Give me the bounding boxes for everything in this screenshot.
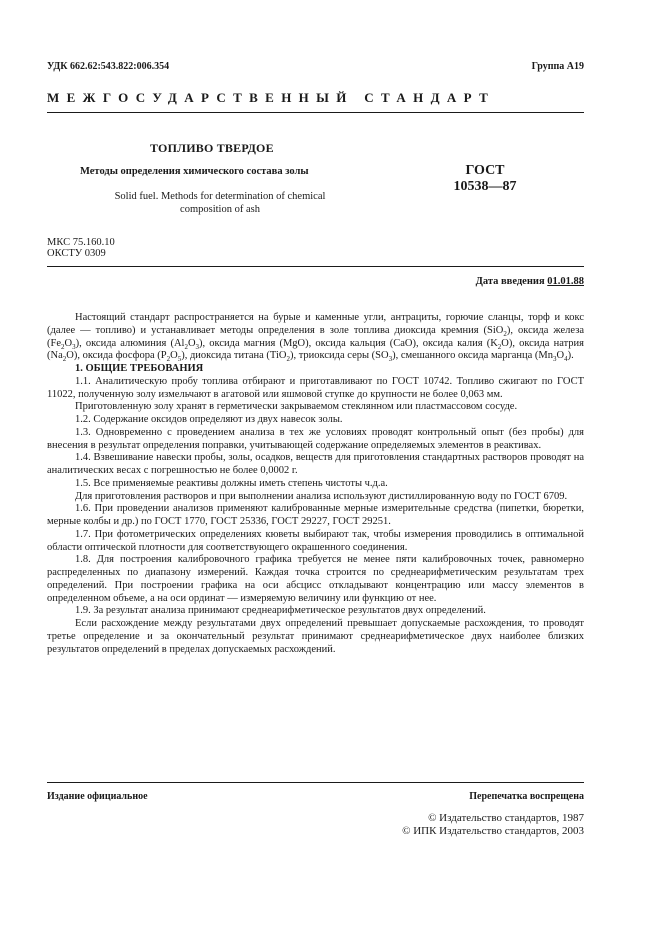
reprint-prohibited-label: Перепечатка воспрещена — [469, 791, 584, 802]
paragraph: 1.4. Взвешивание навески пробы, золы, осадков, веществ для приготовления стандартных растворов проводят на аналитических весах с погрешностью не более 0,0002 г. — [47, 452, 584, 476]
paragraph: 1.7. При фотометрических определениях кюветы выбирают так, чтобы измерения проводились в оптимальной области оптической плотности для соответствующего окрашенного соединения. — [47, 528, 584, 553]
header-divider — [47, 112, 584, 113]
codes-divider — [47, 266, 584, 267]
mks-code: МКС 75.160.10 — [47, 237, 115, 248]
intro-paragraph: Настоящий стандарт распространяется на бурые и каменные угли, антрациты, горючие сланцы, торф и кокс (далее — топливо) и устанавливает методы определения в золе топлива диоксида кремния (SiO$_2$), оксида железа $(Fe_2O_3)$, оксида алюминия $(Al_2O_3)$, оксида магния (MgO), оксида кальция (CaO), оксида калия $(K_2O)$, оксида натрия $(Na_2O)$, оксида фосфора $(P_2O_5)$, диоксида титана (TiO$_2$), триоксида серы $(SO_3)$, смешанного оксида марганца $(Mn_3O_4)$. — [47, 312, 584, 364]
gost-label: ГОСТ — [465, 163, 505, 178]
document-subtitle-en — [80, 190, 360, 216]
intro-date-label: Дата введения — [475, 276, 545, 287]
document-subtitle-ru: Методы определения химического состава золы — [80, 166, 309, 177]
paragraph: 1.5. Все применяемые реактивы должны иметь степень чистоты ч.д.а. — [75, 477, 388, 489]
group-code: Группа А19 — [531, 61, 584, 72]
paragraph: Если расхождение между результатами двух определений превышает допускаемые расхождения, то проводят третье определение и за окончательный результат принимают среднеарифметическое двух наиболее близких результатов определений в пределах допускаемых расхождений. — [47, 618, 584, 655]
paragraph: Приготовленную золу хранят в герметически закрываемом стеклянном или пластмассовом сосуде. — [75, 401, 518, 413]
paragraph: 1.1. Аналитическую пробу топлива отбирают и приготавливают по ГОСТ 10742. Топливо сжигают по ГОСТ 11022, полученную золу измельчают в агатовой или яшмовой ступке до крупности не более 0,063 мм. — [47, 375, 584, 400]
copyright-line-1: © Издательство стандартов, 1987 — [428, 812, 584, 824]
okstu-code: ОКСТУ 0309 — [47, 248, 106, 259]
paragraph: 1.6. При проведении анализов применяют калиброванные мерные измерительные средства (пипетки, бюретки, мерные колбы и др.) по ГОСТ 1770, ГОСТ 25336, ГОСТ 29227, ГОСТ 29251. — [47, 503, 584, 527]
subtitle-en-line2: composition of ash — [180, 204, 260, 215]
official-edition-label: Издание официальное — [47, 791, 148, 802]
document-title: ТОПЛИВО ТВЕРДОЕ — [150, 141, 274, 155]
paragraph: 1.8. Для построения калибровочного графика требуется не менее пяти калибровочных точек, равномерно распределенных по диапазону измерений. Каждая точка строится по среднеарифметическим результатам трех определений. При построении графика на оси абсцисс откладывают концентрацию или массу элементов в определенном объеме, а на оси ординат — измеряемую величину или функцию от нее. — [47, 554, 584, 604]
paragraph: 1.3. Одновременно с проведением анализа в тех же условиях проводят контрольный опыт (без пробы) для внесения в результат определения поправки, учитывающей содержание определяемых элементов в реактивах. — [47, 426, 584, 451]
document-body — [47, 312, 584, 656]
footer-divider — [47, 782, 584, 783]
standard-type-heading: МЕЖГОСУДАРСТВЕННЫЙ СТАНДАРТ — [47, 90, 496, 105]
paragraph: 1.2. Содержание оксидов определяют из двух навесок золы. — [75, 414, 343, 425]
introduction-date — [476, 276, 584, 287]
paragraph: Для приготовления растворов и при выполнении анализа используют дистиллированную воду по ГОСТ 6709. — [75, 490, 568, 502]
classification-codes — [47, 237, 115, 259]
intro-date-value: 01.01.88 — [547, 276, 584, 287]
udk-code: УДК 662.62:543.822:006.354 — [47, 61, 170, 72]
subtitle-en-line1: Solid fuel. Methods for determination of chemical — [114, 191, 326, 202]
gost-designation — [435, 163, 535, 195]
section-heading: 1. ОБЩИЕ ТРЕБОВАНИЯ — [75, 363, 204, 374]
copyright-line-2: © ИПК Издательство стандартов, 2003 — [402, 824, 584, 837]
paragraph: 1.9. За результат анализа принимают среднеарифметическое результатов двух определений. — [75, 605, 486, 617]
copyright-block — [402, 812, 584, 837]
gost-number: 10538—87 — [453, 179, 517, 194]
